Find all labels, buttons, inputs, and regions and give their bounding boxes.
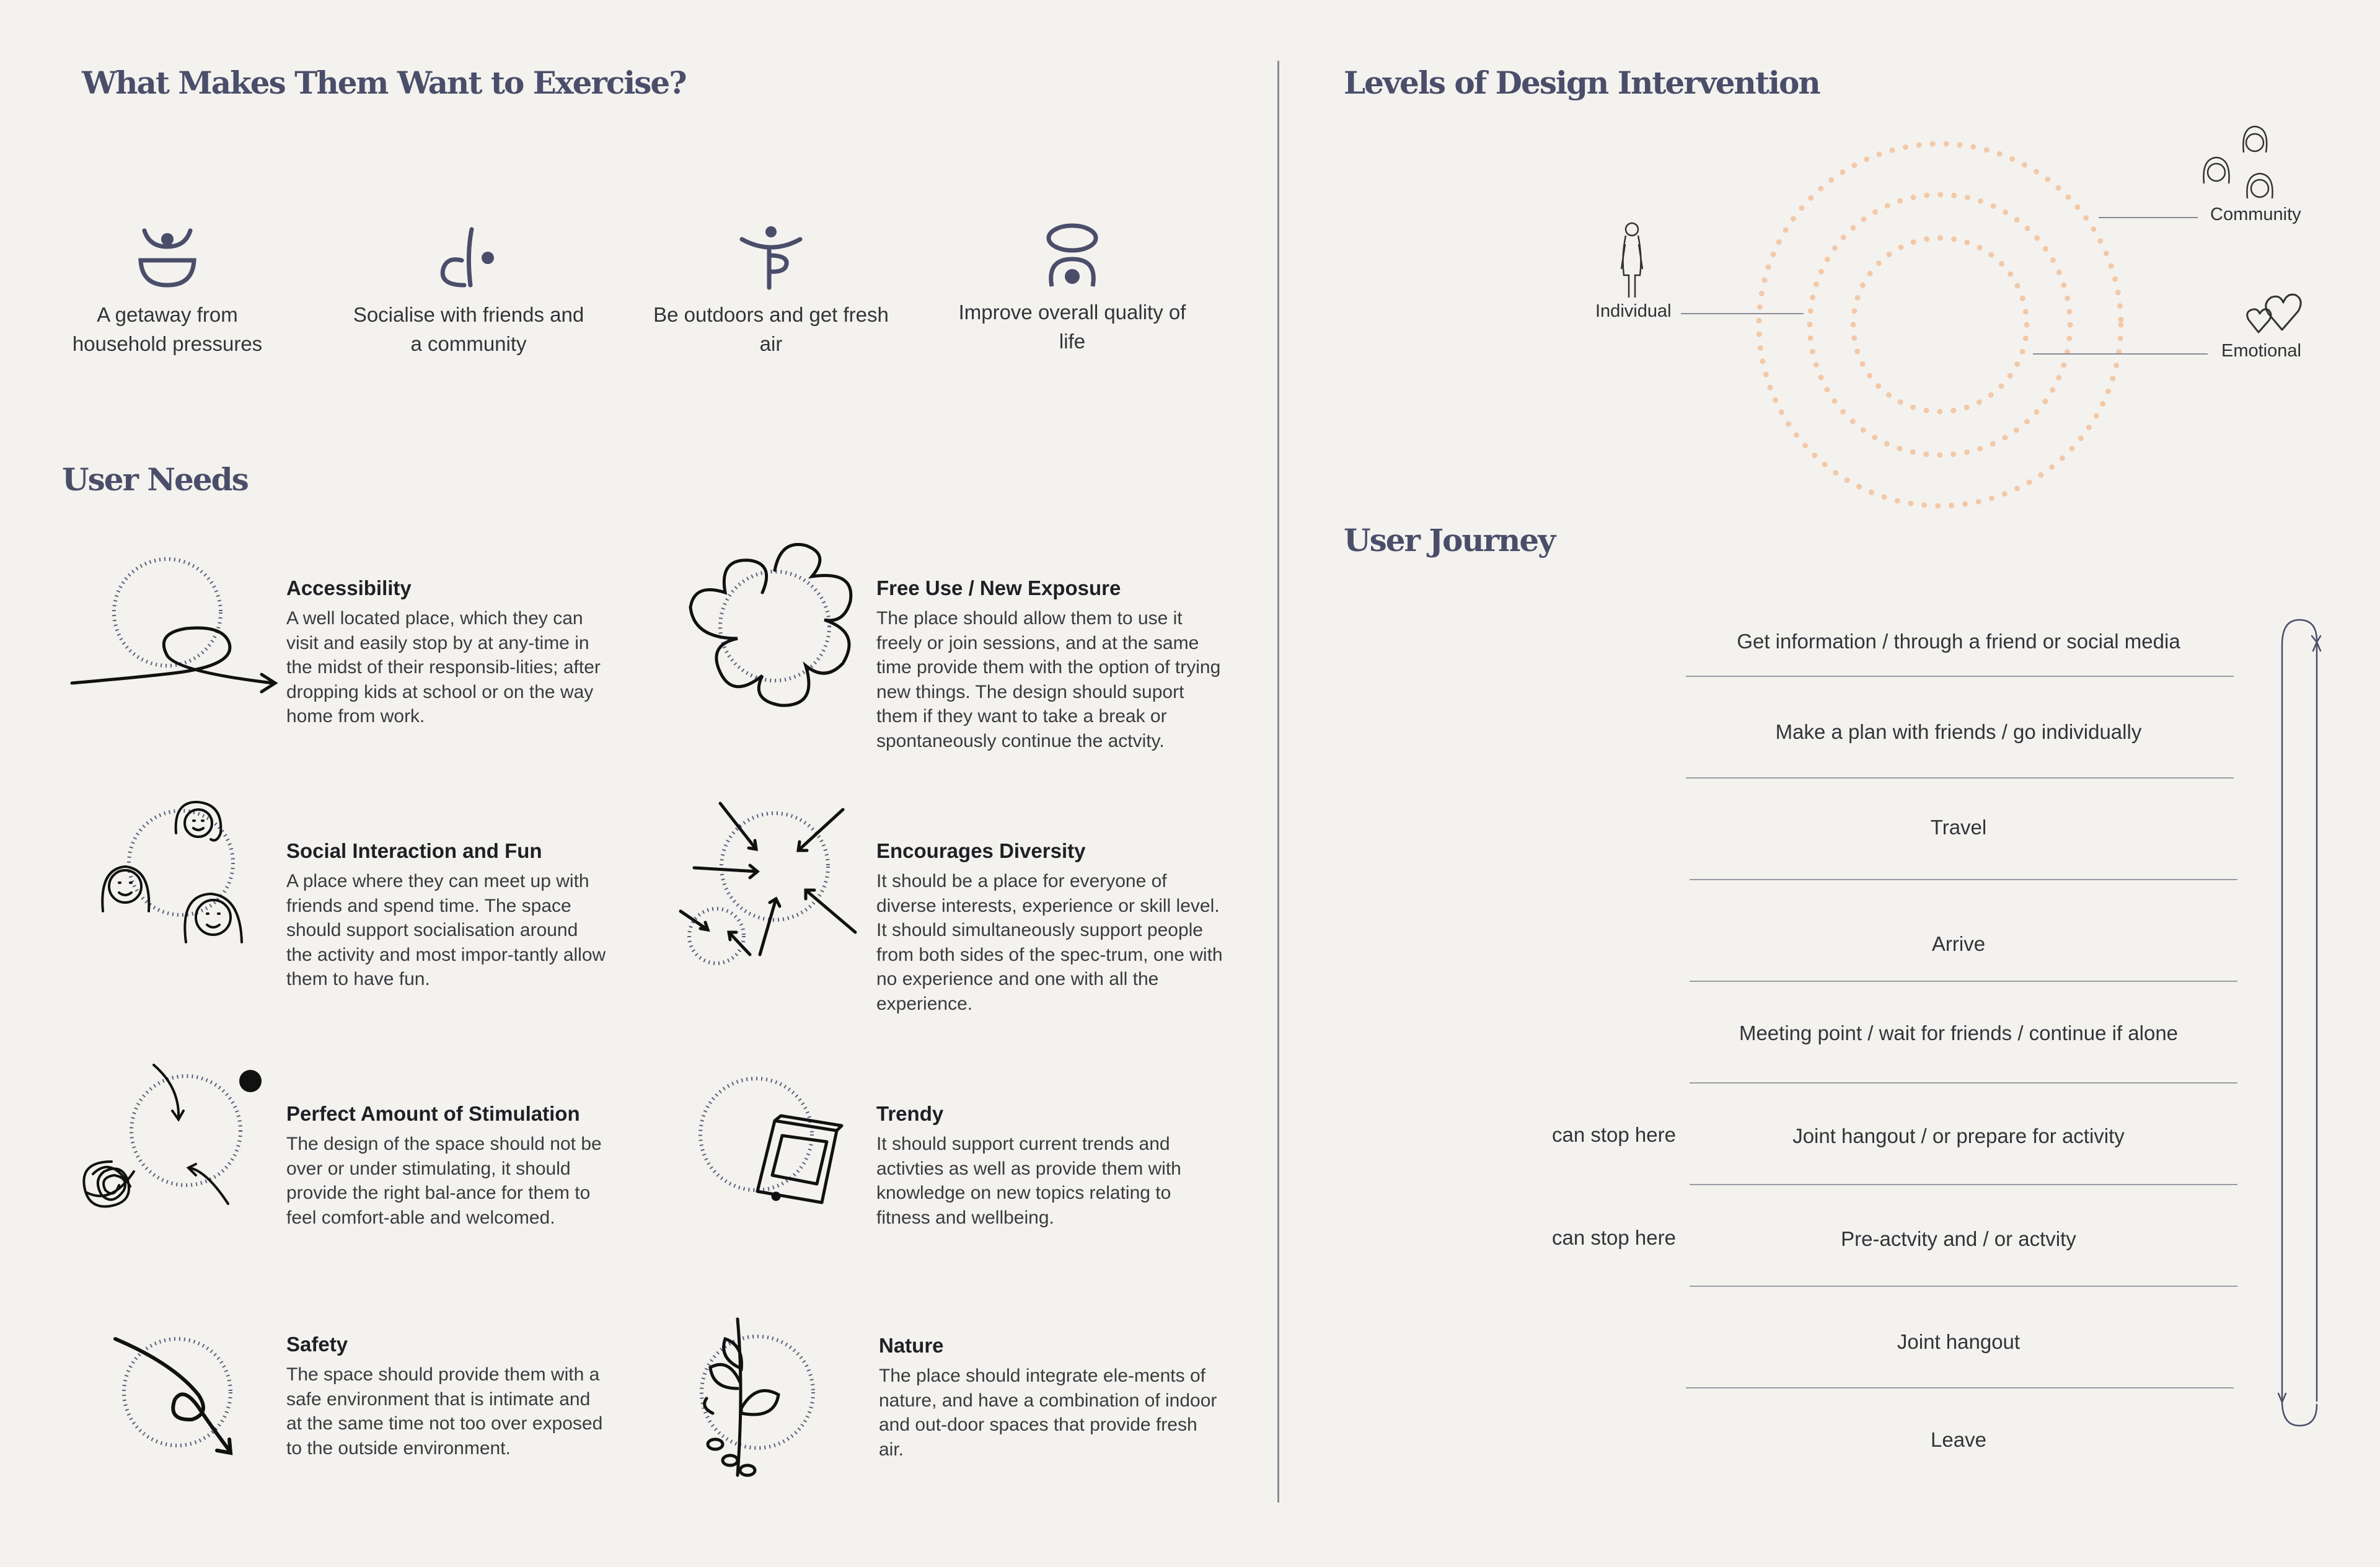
- stimulation-icon: [74, 1062, 279, 1224]
- journey-divider-6: [1690, 1184, 2237, 1185]
- converging-arrows-icon: [676, 800, 868, 973]
- need-safety-title: Safety: [286, 1333, 348, 1356]
- journey-divider-2: [1686, 777, 2234, 779]
- motivation-title: What Makes Them Want to Exercise?: [82, 64, 686, 101]
- journey-step-5: Meeting point / wait for friends / continue if alone: [1739, 1022, 2179, 1044]
- need-accessibility: [286, 576, 609, 729]
- need-social-title: Social Interaction and Fun: [286, 839, 542, 862]
- journey-step-9: Leave: [1931, 1428, 1986, 1451]
- balanced-person-icon: [1038, 221, 1106, 289]
- need-trendy: [876, 1102, 1223, 1230]
- journey-step-6: Joint hangout / or prepare for activity: [1792, 1124, 2125, 1147]
- intervention-rings: [1748, 133, 2132, 517]
- ring-middle: [1810, 195, 2070, 455]
- scribble-loop-icon: [682, 533, 868, 719]
- need-diversity-text: It should be a place for everyone of diverse interests, experience or skill level. It should simultaneously support people from both sides of the spec-trum, one with no experience and one with all the experience.: [876, 871, 1223, 1014]
- need-safety-text: The space should provide them with a safe environment that is intimate and at the same time not too over exposed to the outside environment.: [286, 1364, 603, 1459]
- user-needs-title: User Needs: [62, 461, 248, 498]
- motive-quality: [954, 221, 1190, 356]
- need-accessibility-title: Accessibility: [286, 576, 412, 599]
- need-free-use-text: The place should allow them to use it freely or join sessions, and at the same time provide them with the option of trying new things. The design should suport them if they want to take a break or spontaneously continue the actvity.: [876, 608, 1221, 751]
- motive-quality-text: Improve overall quality of life: [958, 301, 1186, 353]
- community-faces-icon: [2200, 121, 2281, 202]
- journey-step-4: Arrive: [1931, 932, 1986, 955]
- plant-icon: [688, 1314, 849, 1481]
- need-trendy-text: It should support current trends and activties as well as provide them with knowledge on new topics relating to fitness and wellbeing.: [876, 1134, 1181, 1228]
- outdoor-person-icon: [737, 223, 805, 291]
- person-in-bowl-icon: [133, 223, 201, 291]
- motive-socialise: [351, 223, 586, 358]
- need-social-text: A place where they can meet up with friends and spend time. The space should support socialisation around the activity and most impor-tantly allow them to have fun.: [286, 871, 606, 989]
- individual-label: Individual: [1595, 301, 1672, 321]
- need-trendy-title: Trendy: [876, 1102, 944, 1125]
- safety-curl-icon: [105, 1326, 254, 1463]
- need-stimulation: [286, 1102, 609, 1230]
- journey-divider-3: [1690, 879, 2237, 880]
- levels-title: Levels of Design Intervention: [1344, 64, 1820, 101]
- need-nature: [879, 1334, 1226, 1462]
- emotional-connector: [2033, 353, 2208, 355]
- stop-label-2: can stop here: [1552, 1226, 1676, 1249]
- journey-divider-8: [1686, 1387, 2234, 1388]
- stop-label-1: can stop here: [1552, 1123, 1676, 1146]
- ring-outer: [1759, 144, 2121, 506]
- motive-outdoors-text: Be outdoors and get fresh air: [653, 303, 889, 355]
- need-social: [286, 839, 609, 992]
- emotional-label: Emotional: [2221, 341, 2301, 361]
- need-nature-title: Nature: [879, 1334, 944, 1357]
- journey-divider-4: [1690, 981, 2237, 982]
- hearts-icon: [2245, 289, 2304, 336]
- journey-step-2: Make a plan with friends / go individually: [1775, 720, 2142, 743]
- two-figures-icon: [434, 223, 503, 291]
- need-safety: [286, 1333, 609, 1460]
- community-connector: [2099, 217, 2198, 218]
- need-diversity: [876, 839, 1223, 1016]
- journey-title: User Journey: [1344, 522, 1555, 558]
- motive-socialise-text: Socialise with friends and a community: [353, 303, 584, 355]
- need-stimulation-text: The design of the space should not be over or under stimulating, it should provide the right bal-ance for them to feel comfort-able and welcomed.: [286, 1134, 602, 1228]
- journey-step-1: Get information / through a friend or social media: [1737, 630, 2180, 653]
- journey-step-3: Travel: [1930, 816, 1987, 839]
- cycle-bottom-arc: [2282, 1401, 2317, 1426]
- need-diversity-title: Encourages Diversity: [876, 839, 1086, 862]
- journey-step-7: Pre-actvity and / or actvity: [1841, 1227, 2076, 1250]
- motive-getaway: [50, 223, 285, 358]
- need-free-use-title: Free Use / New Exposure: [876, 576, 1121, 599]
- journey-cycle-arrows: [2268, 614, 2324, 1444]
- loop-arrow-icon: [68, 550, 279, 705]
- need-free-use: [876, 576, 1223, 753]
- need-accessibility-text: A well located place, which they can visit and easily stop by at any-time in the midst of their responsib-lities; after dropping kids at school or on the way home from work.: [286, 608, 601, 726]
- phone-icon: [694, 1072, 855, 1215]
- journey-step-8: Joint hangout: [1897, 1330, 2021, 1353]
- need-nature-text: The place should integrate ele-ments of nature, and have a combination of indoor and out-door spaces that provide fresh air.: [879, 1366, 1217, 1460]
- ring-inner: [1853, 238, 2027, 412]
- column-divider: [1277, 61, 1279, 1503]
- motive-getaway-text: A getaway from household pressures: [72, 303, 263, 355]
- cycle-top-arc: [2282, 620, 2317, 645]
- journey-divider-1: [1686, 676, 2234, 677]
- individual-figure-icon: [1616, 219, 1647, 300]
- motive-outdoors: [653, 223, 889, 358]
- journey-divider-5: [1690, 1082, 2237, 1084]
- journey-divider-7: [1690, 1286, 2237, 1287]
- friends-faces-icon: [93, 793, 254, 955]
- community-label: Community: [2210, 205, 2301, 224]
- need-stimulation-title: Perfect Amount of Stimulation: [286, 1102, 580, 1125]
- individual-connector: [1681, 313, 1804, 314]
